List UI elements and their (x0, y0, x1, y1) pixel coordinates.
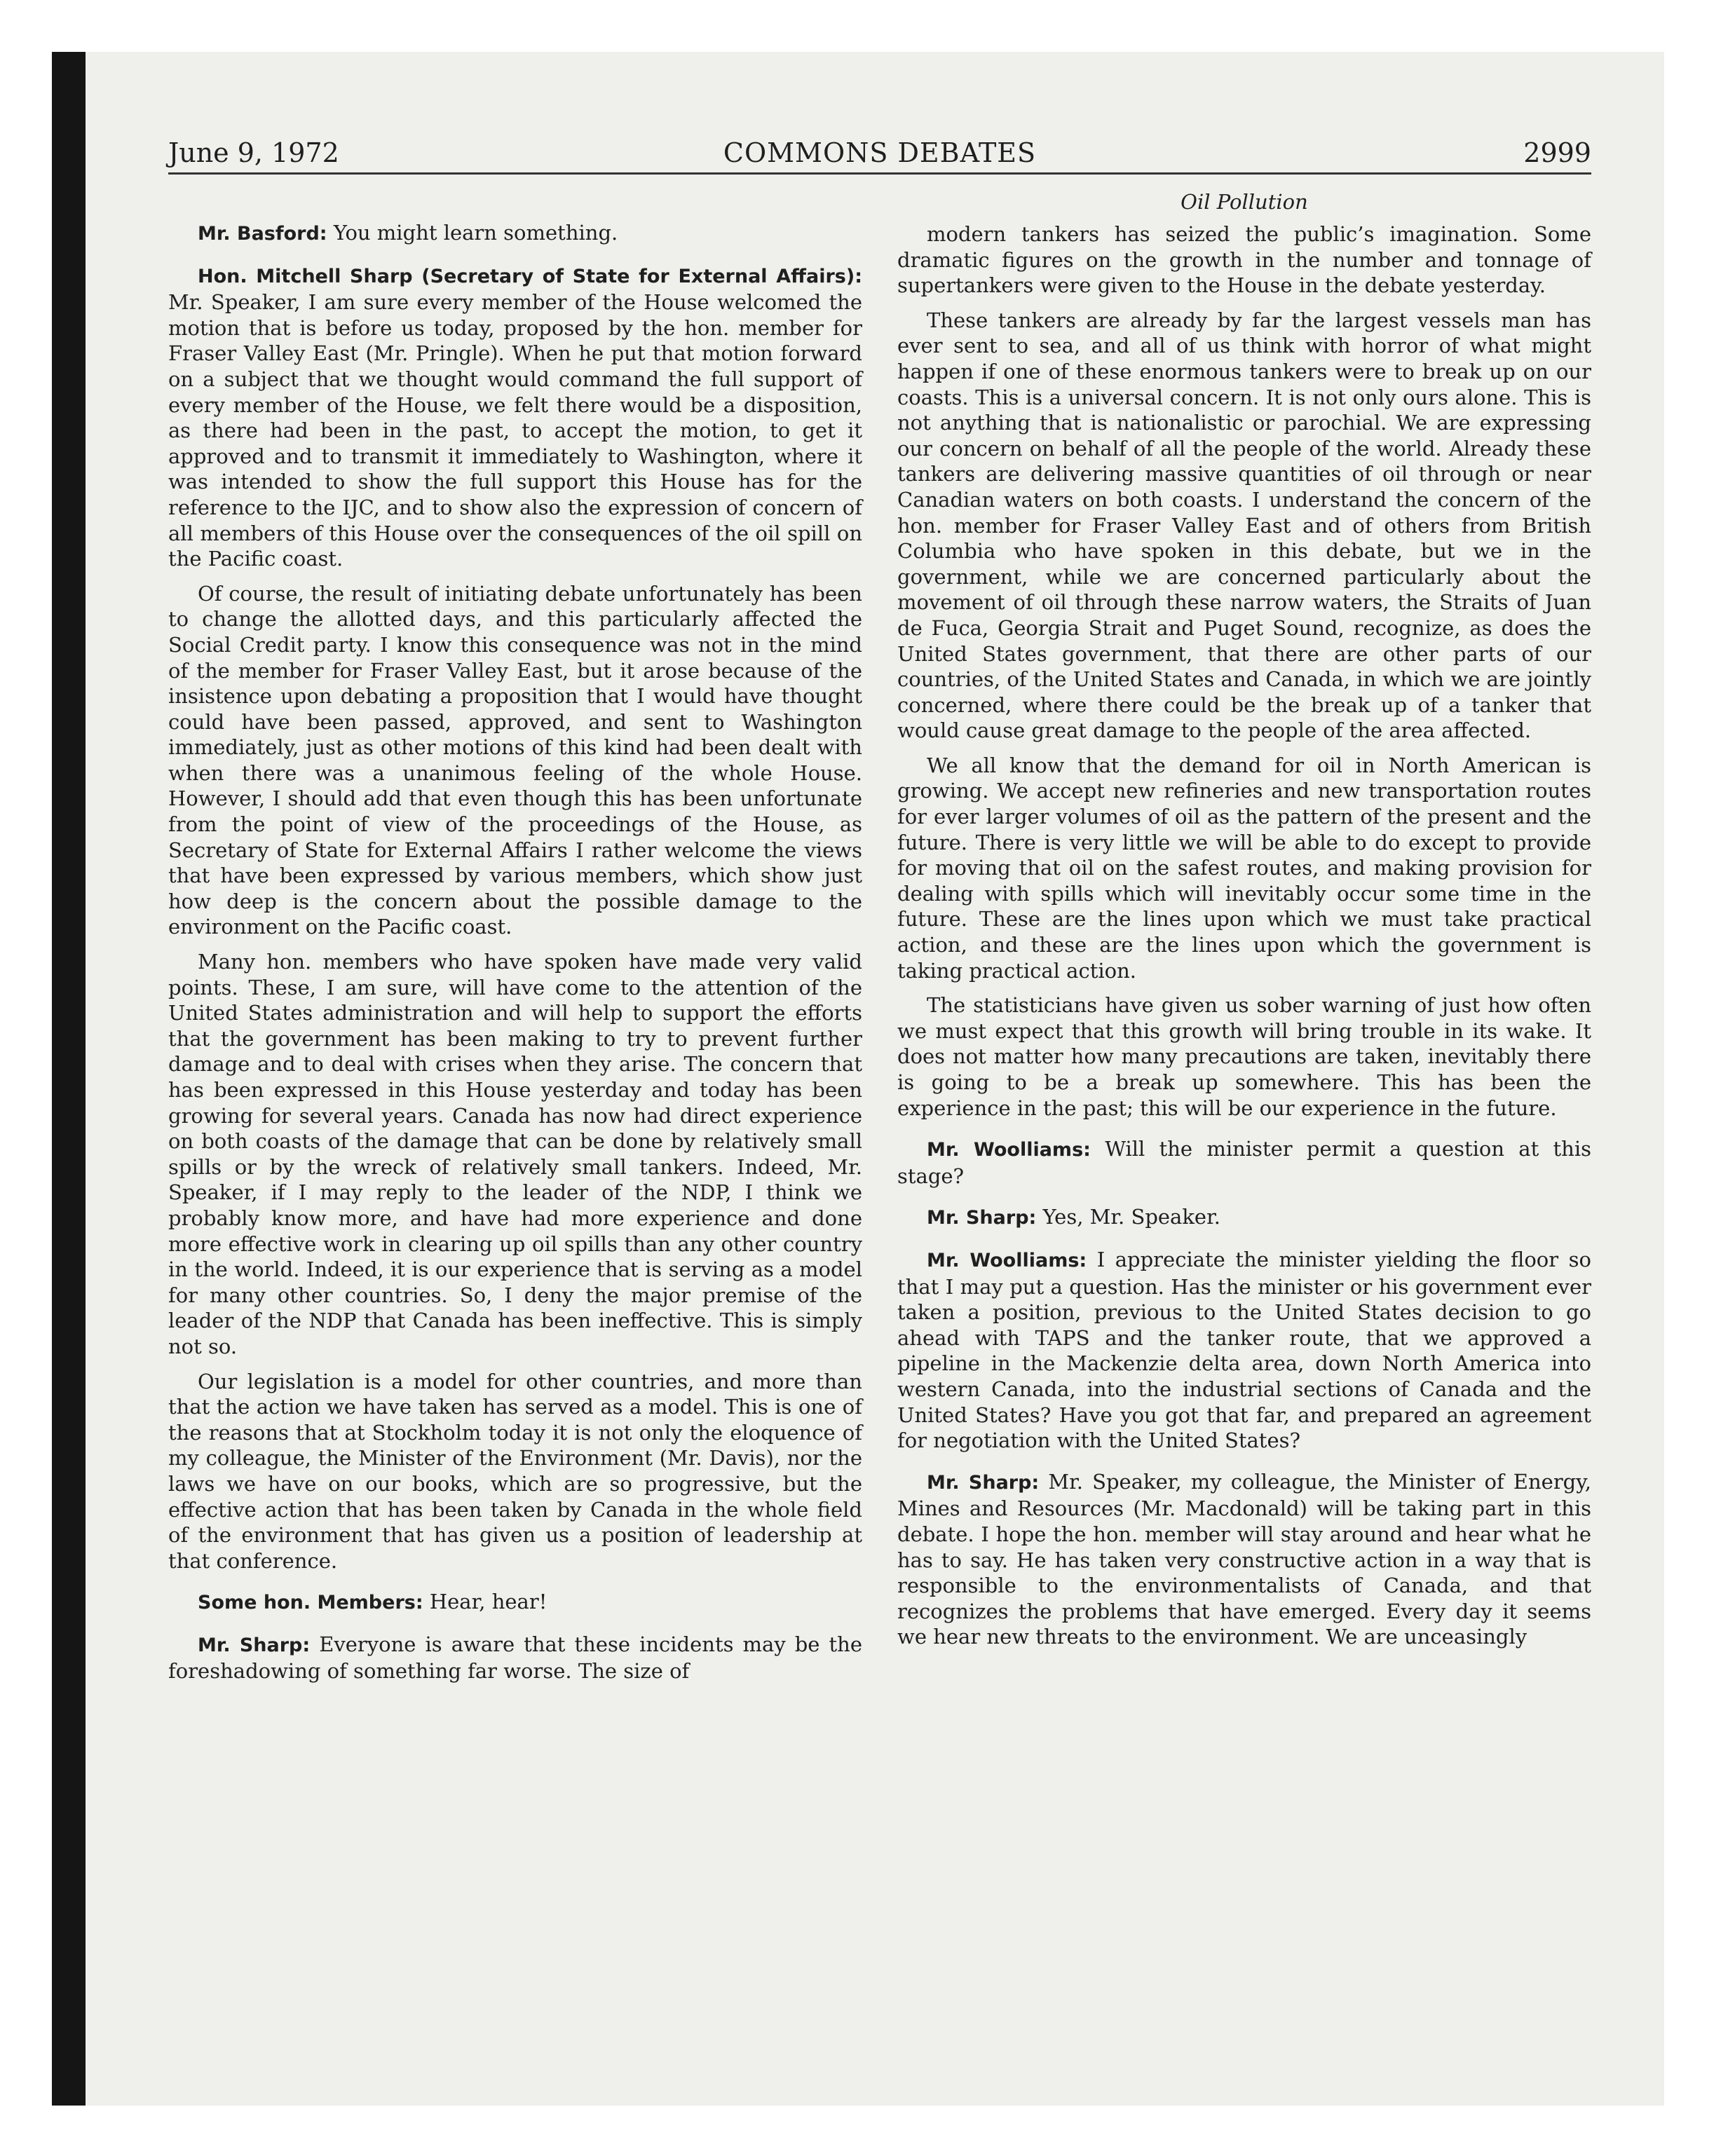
right-column (897, 189, 1591, 1693)
paragraph (897, 1247, 1591, 1454)
hansard-page (168, 133, 1591, 2082)
paragraph-text: Many hon. members who have spoken have made very valid points. These, I am sure, will have come to the attention of the United States administration and will help to support the efforts that the government has been making to try to prevent further damage and to deal with crises when they arise. The concern that has been expressed in this House yesterday and today has been growing for several years. Canada has now had direct experience on both coasts of the damage that can be done by relatively small spills or by the wreck of relatively small tankers. Indeed, Mr. Speaker, if I may reply to the leader of the NDP, I think we probably know more, and have had more experience and done more effective work in clearing up oil spills than any other country in the world. Indeed, it is our experience that is serving as a model for many other countries. So, I deny the major premise of the leader of the NDP that Canada has been ineffective. This is simply not so. (168, 950, 862, 1358)
paragraph-text: I appreciate the minister yielding the floor so that I may put a question. Has the minister or his government ever taken a position, previous to the United States decision to go ahead with TAPS and the tanker route, that we approved a pipeline in the Mackenzie delta area, down North America into western Canada, into the industrial sections of Canada and the United States? Have you got that far, and prepared an agreement for negotiation with the United States? (897, 1247, 1591, 1453)
paragraph-text: Will the minister permit a question at this stage? (897, 1137, 1591, 1188)
paragraph (168, 1632, 862, 1684)
paragraph (897, 753, 1591, 983)
paragraph (168, 949, 862, 1360)
speaker-name: Mr. Woolliams: (927, 1249, 1087, 1271)
paragraph-text: Mr. Speaker, I am sure every member of the House welcomed the motion that is before us today, proposed by the hon. member for Fraser Valley East (Mr. Pringle). When he put that motion forward on a subject that we thought would command the full support of every member of the House, we felt there would be a disposition, as there had been in the past, to accept the motion, to get it approved and to transmit it immediately to Washington, where it was intended to show the full support this House has for the reference to the IJC, and to show also the expression of concern of all members of this House over the consequences of the oil spill on the Pacific coast. (168, 290, 862, 571)
paragraph-text: The statisticians have given us sober warning of just how often we must expect that this growth will bring trouble in its wake. It does not matter how many precautions are taken, inevitably there is going to be a break up somewhere. This has been the experience in the past; this will be our experience in the future. (897, 993, 1591, 1120)
speaker-name: Hon. Mitchell Sharp (Secretary of State for External Affairs): (198, 265, 862, 287)
speaker-name: Some hon. Members: (198, 1592, 423, 1614)
paragraph-text: Hear, hear! (429, 1590, 547, 1614)
header-title: COMMONS DEBATES (723, 137, 1037, 168)
paragraph (897, 1136, 1591, 1189)
paragraph (168, 1589, 862, 1616)
left-column (168, 189, 862, 1693)
paragraph-text: Of course, the result of initiating debate unfortunately has been to change the allotted days, and this particularly affected the Social Credit party. I know this consequence was not in the mind of the member for Fraser Valley East, but it arose because of the insistence upon debating a proposition that I would have thought could have been passed, approved, and sent to Washington immediately, just as other motions of this kind had been dealt with when there was a unanimous feeling of the whole House. However, I should add that even though this has been unfortunate from the point of view of the proceedings of the House, as Secretary of State for External Affairs I rather welcome the views that have been expressed by various members, which show just how deep is the concern about the possible damage to the environment on the Pacific coast. (168, 581, 862, 939)
scan-edge-bar (52, 52, 86, 2106)
speaker-name: Mr. Sharp: (927, 1471, 1040, 1494)
speaker-name: Mr. Sharp: (198, 1634, 311, 1656)
speaker-name: Mr. Woolliams: (927, 1139, 1091, 1161)
paragraph-text: We all know that the demand for oil in North American is growing. We accept new refineries and new transportation routes for ever larger volumes of oil as the pattern of the present and the future. There is very little we will be able to do except to provide for moving that oil on the safest routes, and making provision for dealing with spills which will inevitably occur some time in the future. These are the lines upon which we must take practical action, and these are the lines upon which the government is taking practical action. (897, 753, 1591, 983)
paragraph (897, 1204, 1591, 1231)
paragraph-text: Our legislation is a model for other countries, and more than that the action we have taken has served as a model. This is one of the reasons that at Stockholm today it is not only the eloquence of my colleague, the Minister of the Environment (Mr. Davis), nor the laws we have on our books, which are so progressive, but the effective action that has been taken by Canada in the whole field of the environment that has given us a position of leadership at that conference. (168, 1369, 862, 1573)
running-header (168, 133, 1591, 175)
speaker-name: Mr. Sharp: (927, 1207, 1037, 1229)
paragraph (897, 992, 1591, 1121)
paragraph (168, 263, 862, 572)
paragraph (897, 1469, 1591, 1650)
header-date: June 9, 1972 (168, 137, 339, 168)
paragraph (897, 221, 1591, 299)
column-heading: Oil Pollution (1181, 190, 1308, 214)
paragraph-text: Everyone is aware that these incidents may be the foreshadowing of something far worse. The size of (168, 1632, 863, 1684)
speaker-name: Mr. Basford: (198, 223, 327, 245)
header-page-number: 2999 (1523, 137, 1591, 168)
two-column-body (168, 189, 1591, 1693)
paragraph-text: Mr. Speaker, my colleague, the Minister of Energy, Mines and Resources (Mr. Macdonald) will be taking part in this debate. I hope the hon. member will stay around and hear what he has to say. He has taken very constructive action in a way that is responsible to the environmentalists of Canada, and that recognizes the problems that have emerged. Every day it seems we hear new threats to the environment. We are unceasingly (897, 1469, 1591, 1649)
paragraph (168, 1369, 862, 1574)
paragraph-text: modern tankers has seized the public’s imagination. Some dramatic figures on the growth in the number and tonnage of supertankers were given to the House in the debate yesterday. (897, 222, 1591, 298)
paragraph (897, 308, 1591, 744)
paragraph-text: Yes, Mr. Speaker. (1042, 1205, 1220, 1229)
paragraph-text: These tankers are already by far the largest vessels man has ever sent to sea, and all of us think with horror of what might happen if one of these enormous tankers were to break up on our coasts. This is a universal concern. It is not only ours alone. This is not anything that is nationalistic or parochial. We are expressing our concern on behalf of all the people of the world. Already these tankers are delivering massive quantities of oil through or near Canadian waters on both coasts. I understand the concern of the hon. member for Fraser Valley East and of others from British Columbia who have spoken in this debate, but we in the government, while we are concerned particularly about the movement of oil through these narrow waters, the Straits of Juan de Fuca, Georgia Strait and Puget Sound, recognize, as does the United States government, that there are other parts of our countries, of the United States and Canada, in which we are jointly concerned, where there could be the break up of a tanker that would cause great damage to the people of the area affected. (897, 308, 1591, 743)
paragraph (168, 220, 862, 247)
paragraph (168, 581, 862, 940)
paragraph-text: You might learn something. (333, 221, 618, 245)
